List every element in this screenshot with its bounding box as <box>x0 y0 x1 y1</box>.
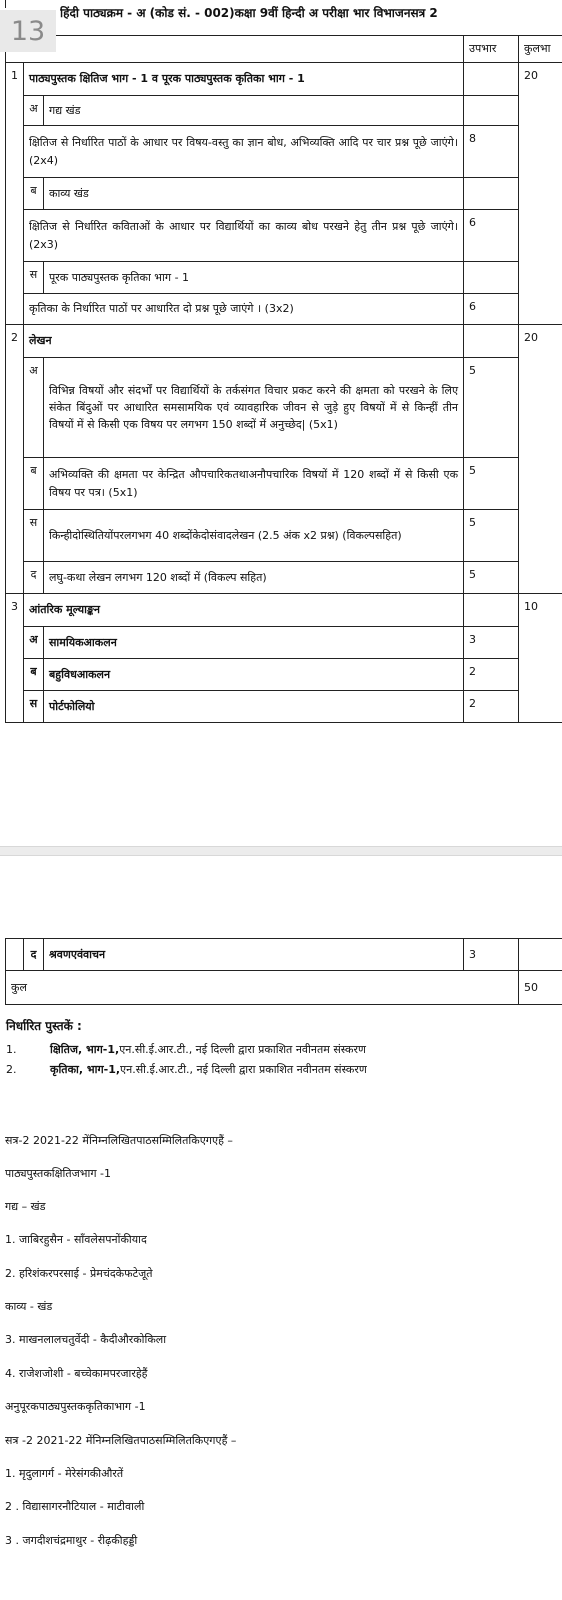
row-marks: 8 <box>464 126 519 178</box>
table-header-row <box>6 36 562 63</box>
syllabus-line: अनुपूरकपाठ्यपुस्तककृतिकाभाग -1 <box>5 1400 146 1413</box>
table-row <box>6 458 562 510</box>
document-title: हिंदी पाठ्यक्रम - अ (कोड सं. - 002)कक्षा 9वीं हिन्दी अ परीक्षा भार विभाजनसत्र 2 <box>60 6 438 20</box>
row-description: गद्य खंड <box>44 96 464 126</box>
table-row <box>6 659 562 691</box>
table-row <box>6 691 562 723</box>
book-item <box>6 1040 556 1060</box>
section-index: 3 <box>6 594 24 723</box>
row-marks <box>464 96 519 126</box>
weightage-table-continued <box>5 938 562 1005</box>
section-marks-cell <box>464 325 519 358</box>
grand-total-value: 50 <box>519 971 562 1005</box>
row-marks: 5 <box>464 458 519 510</box>
section-heading: पाठ्यपुस्तक क्षितिज भाग - 1 व पूरक पाठ्यपुस्तक कृतिका भाग - 1 <box>24 63 464 96</box>
row-sub-index: ब <box>24 458 44 510</box>
section-heading-row <box>6 594 562 627</box>
row-marks: 6 <box>464 210 519 262</box>
syllabus-line: सत्र -2 2021-22 मेंनिम्नलिखितपाठसम्मिलितकिएगएहैं – <box>5 1434 237 1447</box>
row-description: अभिव्यक्ति की क्षमता पर केन्द्रित औपचारिकतथाअनौपचारिक विषयों में 120 शब्दों में से किसी एक विषय पर पत्र। (5x1) <box>44 458 464 510</box>
row-marks: 5 <box>464 510 519 562</box>
table-row <box>6 262 562 294</box>
grand-total-row <box>6 971 562 1005</box>
row-description: क्षितिज से निर्धारित कविताओं के आधार पर विद्यार्थियों का काव्य बोध परखने हेतु तीन प्रश्न पूछे जाएंगे। (2x3) <box>24 210 464 262</box>
syllabus-line: 1. जाबिरहुसैन - साँवलेसपनोंकीयाद <box>5 1233 147 1246</box>
row-sub-index: ब <box>24 659 44 691</box>
row-description: श्रवणएवंवाचन <box>44 939 464 971</box>
book-item <box>6 1060 556 1080</box>
row-marks: 3 <box>464 627 519 659</box>
table-row <box>6 178 562 210</box>
syllabus-line: काव्य - खंड <box>5 1300 53 1313</box>
book-number: 2. <box>6 1063 17 1076</box>
table-row <box>6 210 562 262</box>
row-marks <box>464 262 519 294</box>
row-description: बहुविधआकलन <box>44 659 464 691</box>
table-row <box>6 562 562 594</box>
section-heading: लेखन <box>24 325 464 358</box>
row-sub-index: द <box>24 939 44 971</box>
row-description: लघु-कथा लेखन लगभग 120 शब्दों में (विकल्प सहित) <box>44 562 464 594</box>
row-sub-index: ब <box>24 178 44 210</box>
table-row <box>6 510 562 562</box>
syllabus-line: 4. राजेशजोशी - बच्चेकामपरजारहेहैं <box>5 1367 148 1380</box>
row-index-cell <box>6 939 24 971</box>
section-heading-row <box>6 325 562 358</box>
section-total: 20 <box>519 325 562 594</box>
row-sub-index: अ <box>24 358 44 458</box>
row-sub-index: द <box>24 562 44 594</box>
book-title: क्षितिज, भाग-1, <box>50 1043 120 1056</box>
book-publisher: एन.सी.ई.आर.टी., नई दिल्ली द्वारा प्रकाशित नवीनतम संस्करण <box>120 1063 367 1076</box>
row-marks: 5 <box>464 562 519 594</box>
table-row <box>6 939 562 971</box>
books-heading: निर्धारित पुस्तकें : <box>6 1019 82 1033</box>
section-marks-cell <box>464 63 519 96</box>
row-description: सामयिकआकलन <box>44 627 464 659</box>
syllabus-line: 3. माखनलालचतुर्वेदी - कैदीऔरकोकिला <box>5 1333 167 1346</box>
row-marks <box>464 178 519 210</box>
row-marks: 2 <box>464 659 519 691</box>
syllabus-line: 3 . जगदीशचंद्रमाथुर - रीढ़कीहड्डी <box>5 1534 138 1547</box>
table-row <box>6 126 562 178</box>
book-publisher: एन.सी.ई.आर.टी., नई दिल्ली द्वारा प्रकाशित नवीनतम संस्करण <box>119 1043 366 1056</box>
row-sub-index: स <box>24 262 44 294</box>
row-sub-index: स <box>24 510 44 562</box>
prescribed-books <box>6 1017 556 1080</box>
syllabus-line: 2. हरिशंकरपरसाई - प्रेमचंदकेफटेजूते <box>5 1267 153 1280</box>
row-description: किन्हीदोस्थितियोंपरलगभग 40 शब्दोंकेदोसंवादलेखन (2.5 अंक x2 प्रश्न) (विकल्पसहित) <box>44 510 464 562</box>
row-marks: 6 <box>464 294 519 325</box>
syllabus-line: 2 . विद्यासागरनौटियाल - माटीवाली <box>5 1500 145 1513</box>
table-row <box>6 294 562 325</box>
section-total: 20 <box>519 63 562 325</box>
syllabus-line: सत्र-2 2021-22 मेंनिम्नलिखितपाठसम्मिलितकिएगएहैं – <box>5 1134 233 1147</box>
section-total: 10 <box>519 594 562 723</box>
section-marks-cell <box>464 594 519 627</box>
row-total-cell <box>519 939 562 971</box>
header-total: कुलभा <box>519 36 562 63</box>
row-sub-index: अ <box>24 96 44 126</box>
row-description: काव्य खंड <box>44 178 464 210</box>
page-edge-mark <box>5 0 6 8</box>
syllabus-line: 1. मृदुलागर्ग - मेरेसंगकीऔरतें <box>5 1467 124 1480</box>
weightage-table <box>5 35 562 723</box>
row-marks: 2 <box>464 691 519 723</box>
syllabus-line: गद्य – खंड <box>5 1200 46 1213</box>
table-row <box>6 358 562 458</box>
row-sub-index: स <box>24 691 44 723</box>
section-heading-row <box>6 63 562 96</box>
header-marks: उपभार <box>464 36 519 63</box>
row-description: कृतिका के निर्धारित पाठों पर आधारित दो प्रश्न पूछे जाएंगे । (3x2) <box>24 294 464 325</box>
page-number-badge: 13 <box>0 10 56 52</box>
syllabus-line: पाठ्यपुस्तकक्षितिजभाग -1 <box>5 1167 112 1180</box>
row-sub-index: अ <box>24 627 44 659</box>
section-index: 2 <box>6 325 24 594</box>
header-blank-cell <box>6 36 464 63</box>
table-row <box>6 627 562 659</box>
section-index: 1 <box>6 63 24 325</box>
row-description: पूरक पाठ्यपुस्तक कृतिका भाग - 1 <box>44 262 464 294</box>
page-break-divider <box>0 846 562 856</box>
table-row <box>6 96 562 126</box>
section-heading: आंतरिक मूल्याङ्कन <box>24 594 464 627</box>
row-marks: 5 <box>464 358 519 458</box>
grand-total-label: कुल <box>6 971 519 1005</box>
book-title: कृतिका, भाग-1, <box>50 1063 121 1076</box>
row-description: पोर्टफोलियो <box>44 691 464 723</box>
row-description: विभिन्न विषयों और संदर्भों पर विद्यार्थियों के तर्कसंगत विचार प्रकट करने की क्षमता को परखने के लिए संकेत बिंदुओं पर आधारित समसामयिक एवं व्यावहारिक जीवन से जुड़े हुए विषयों में से किन्हीं तीन विषयों में से किसी एक विषय पर लगभग 150 शब्दों में अनुच्छेद| (5x1) <box>44 358 464 458</box>
book-number: 1. <box>6 1043 17 1056</box>
row-marks: 3 <box>464 939 519 971</box>
row-description: क्षितिज से निर्धारित पाठों के आधार पर विषय-वस्तु का ज्ञान बोध, अभिव्यक्ति आदि पर चार प्रश्न पूछे जाएंगे। (2x4) <box>24 126 464 178</box>
